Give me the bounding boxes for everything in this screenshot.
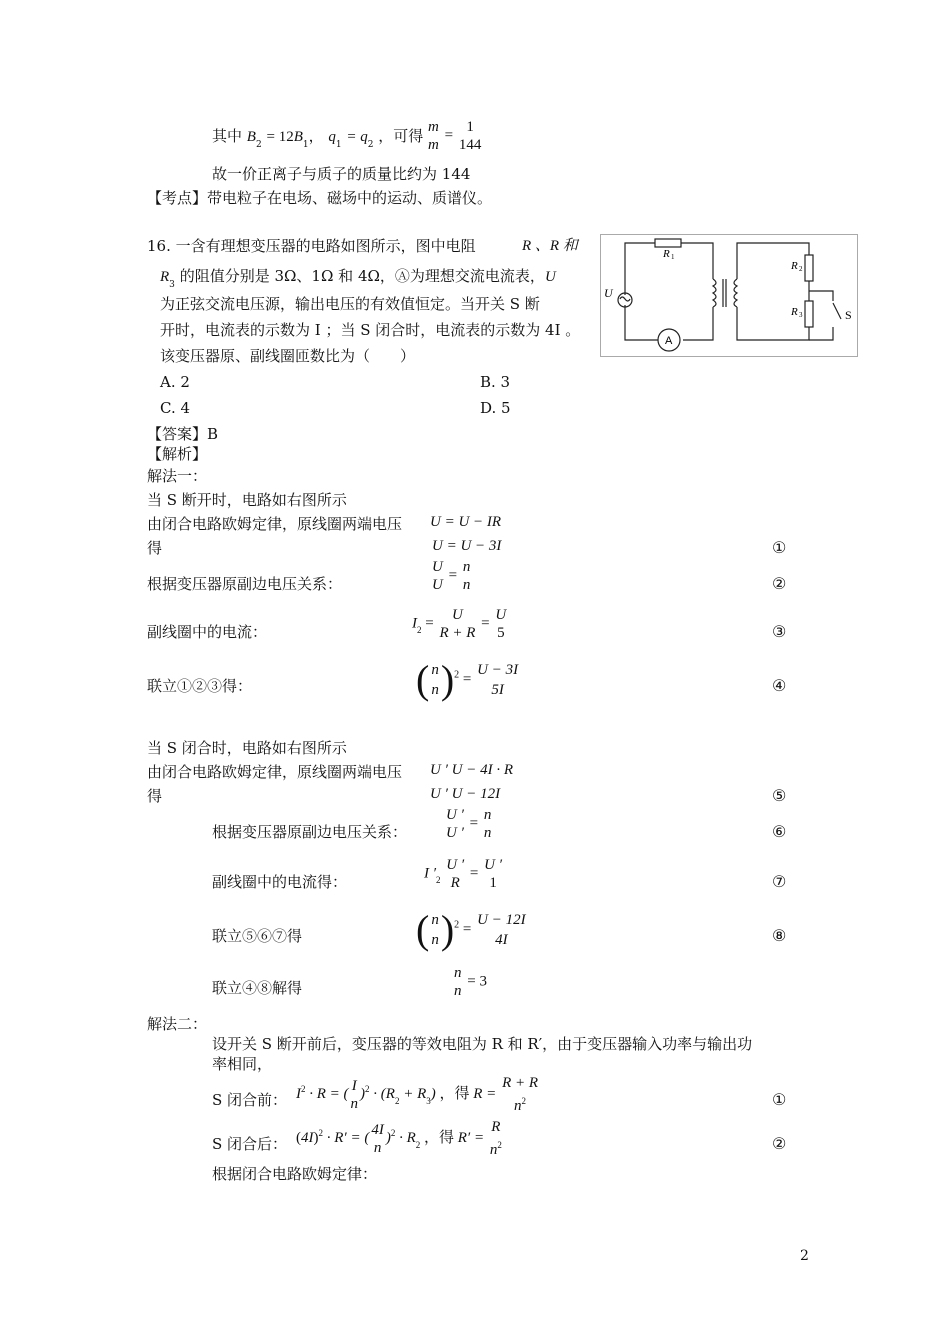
eq-5a: U ′ U − 4I · R xyxy=(430,762,513,778)
frac-den: n xyxy=(431,932,439,948)
eq-number-m2-2: ② xyxy=(772,1134,787,1153)
question-line-2 xyxy=(160,266,556,289)
option-c: C. 4 xyxy=(160,399,191,417)
eq-4 xyxy=(416,657,520,702)
eq-1b: U = U − 3I xyxy=(432,538,502,554)
frac xyxy=(475,660,520,700)
frac-num: 4I xyxy=(371,1121,384,1138)
eq: = xyxy=(448,567,458,584)
var: I xyxy=(412,615,417,632)
frac-den: 1 xyxy=(489,875,497,891)
frac xyxy=(500,1074,540,1115)
eq-q2: = q xyxy=(346,129,368,145)
frac-num: 1 xyxy=(466,119,474,135)
frac-num: n xyxy=(431,912,439,928)
frac-den: R xyxy=(450,875,460,891)
circuit-svg xyxy=(601,235,857,356)
text: ，得 xyxy=(423,1127,454,1146)
frac-num: U ′ xyxy=(446,857,465,873)
sup: 2 xyxy=(365,1083,370,1094)
intro-line-1: 其中 $B_2 = 12B_1$， $q_1 = q_2$ ，可得 xyxy=(212,127,424,150)
frac-num: R xyxy=(491,1119,501,1135)
eq-9 xyxy=(452,964,487,1000)
wire xyxy=(737,243,809,279)
eq-number-6: ⑥ xyxy=(772,822,787,841)
frac-num: U xyxy=(495,607,507,623)
frac xyxy=(488,1118,504,1159)
paren: ) xyxy=(440,907,455,952)
frac-num: R + R xyxy=(502,1075,539,1091)
frac xyxy=(457,118,484,154)
mass-fraction xyxy=(426,118,483,154)
sub: 2 xyxy=(394,1095,400,1106)
sub: 2 xyxy=(367,140,374,150)
label-u: U xyxy=(604,286,613,300)
var: B xyxy=(293,129,303,145)
question-line-3: 为正弦交流电压源，输出电压的有效值恒定。当开关 S 断 xyxy=(160,295,540,313)
paren: ( xyxy=(416,657,430,702)
var-b2: B xyxy=(246,129,256,145)
sub: 3 xyxy=(169,280,175,290)
var: R xyxy=(160,269,170,285)
primary-coil xyxy=(713,279,716,307)
paren: ) xyxy=(440,657,455,702)
frac xyxy=(349,1077,361,1113)
paren: ( xyxy=(416,907,430,952)
frac-den: n xyxy=(431,682,439,698)
current-2: 副线圈中的电流得： xyxy=(212,873,348,891)
wire xyxy=(681,243,713,279)
eq-1a: U = U − IR xyxy=(430,514,502,530)
frac-den: U ′ xyxy=(446,825,464,841)
frac-den: n xyxy=(462,577,471,593)
sub: 1 xyxy=(335,140,342,150)
paren: ( xyxy=(296,1129,301,1146)
eq: = xyxy=(469,865,479,882)
frac-den: U xyxy=(432,577,443,593)
eq-5b: U ′ U − 12I xyxy=(430,786,501,802)
sup: 2 xyxy=(390,1127,396,1138)
ratio-1: 根据变压器原副边电压关系： xyxy=(147,575,343,593)
wire xyxy=(809,291,833,301)
answer: 【答案】B xyxy=(147,425,219,443)
eq: = xyxy=(481,615,490,632)
frac-num: n xyxy=(431,662,439,678)
frac-den: 5 xyxy=(497,625,505,641)
question-line-4: 开时，电流表的示数为 I ；当 S 闭合时，电流表的示数为 4I 。 xyxy=(160,321,581,339)
frac xyxy=(437,606,477,642)
sine xyxy=(620,297,630,301)
eq-number-1: ① xyxy=(772,538,787,557)
frac-num: m xyxy=(428,119,439,135)
label-r3: R xyxy=(791,306,798,318)
frac xyxy=(430,558,445,594)
frac-den: m xyxy=(428,137,439,153)
eq-val: = 3 xyxy=(467,973,487,990)
frac xyxy=(493,606,508,642)
eq-7 xyxy=(424,856,504,892)
eq-number-3: ③ xyxy=(772,622,787,641)
frac-den: n xyxy=(373,1139,382,1156)
eq-number-7: ⑦ xyxy=(772,872,787,891)
method-1: 解法一： xyxy=(147,467,208,485)
ohm-1: 由闭合电路欧姆定律，原线圈两端电压 xyxy=(147,515,403,533)
frac-num: n xyxy=(462,559,471,575)
label-s: S xyxy=(845,308,852,322)
secondary-coil xyxy=(734,279,737,307)
sup: 2 xyxy=(301,1083,306,1094)
eq: R′ = xyxy=(457,1129,488,1146)
frac-den: n xyxy=(483,825,492,841)
eq: = xyxy=(444,127,454,144)
eq: = xyxy=(462,921,472,938)
de-2: 得 xyxy=(147,787,163,805)
frac-den: R + R xyxy=(439,625,476,641)
circuit-diagram xyxy=(600,234,858,357)
eq-6 xyxy=(444,806,493,842)
sub: 2 xyxy=(417,625,422,636)
switch-blade xyxy=(833,303,841,319)
var: I ′ xyxy=(424,865,437,882)
ohm-3: 根据闭合电路欧姆定律： xyxy=(212,1165,378,1183)
label-r3-sub: 3 xyxy=(799,311,803,319)
frac-num: n xyxy=(483,807,492,823)
label-r2-sub: 2 xyxy=(799,265,803,273)
eq: = xyxy=(469,815,479,832)
method-2-line-2: 率相同， xyxy=(212,1055,273,1073)
wire xyxy=(625,243,655,295)
frac-den: $n^2$ xyxy=(514,1096,527,1114)
frac-den: n xyxy=(454,983,462,999)
sub: 1 xyxy=(302,140,309,150)
frac-num: U − 3I xyxy=(477,662,519,678)
frac-den: 4I xyxy=(495,932,508,948)
frac xyxy=(426,118,441,154)
eq-number-2: ② xyxy=(772,574,787,593)
kaodian: 【考点】带电粒子在电场、磁场中的运动、质谱仪。 xyxy=(147,189,493,207)
text: 的阻值分别是 3Ω、1Ω 和 4Ω，Ⓐ为理想交流电流表， xyxy=(179,267,545,285)
eq: = xyxy=(425,615,434,632)
combine-3: 联立④⑧解得 xyxy=(212,979,303,997)
eq-m2-2: $(4I)^2 \cdot R'$ = ( 4I n )$^2 \cdot R_2$ ，得 R′ = R $n^2$ xyxy=(296,1119,502,1158)
frac-num: U xyxy=(452,607,463,623)
frac xyxy=(452,964,464,1000)
frac-num: U − 12I xyxy=(477,912,526,928)
label-r1-sub: 1 xyxy=(671,253,675,261)
frac xyxy=(429,910,441,950)
eq-text: = 12 xyxy=(266,129,294,145)
option-a: A. 2 xyxy=(160,373,190,391)
label-r1: R xyxy=(663,248,670,260)
eq-3 xyxy=(412,606,508,642)
jiexi: 【解析】 xyxy=(147,445,208,463)
combine-1: 联立①②③得： xyxy=(147,677,253,695)
wire xyxy=(683,307,713,340)
after: S 闭合后： xyxy=(212,1135,288,1153)
text: 其中 xyxy=(212,127,243,145)
text: ，得 xyxy=(439,1083,470,1102)
sup: 2 xyxy=(454,669,460,681)
option-d: D. 5 xyxy=(480,399,511,417)
current-1: 副线圈中的电流： xyxy=(147,623,268,641)
sub: 2 xyxy=(255,140,262,150)
frac-num: U xyxy=(432,559,443,575)
eq-number-5: ⑤ xyxy=(772,786,787,805)
option-b: B. 3 xyxy=(480,373,511,391)
question-line-1: 16. 一含有理想变压器的电路如图所示，图中电阻 xyxy=(147,237,476,255)
eq-2 xyxy=(430,558,472,594)
eq-number-m2-1: ① xyxy=(772,1090,787,1109)
var-u: U xyxy=(544,269,556,285)
frac xyxy=(475,910,527,950)
resistor-r2-shape xyxy=(805,255,813,281)
frac-num: n xyxy=(454,965,462,981)
paren: ) xyxy=(313,1129,319,1146)
sup: 2 xyxy=(454,919,460,931)
before: S 闭合前： xyxy=(212,1091,288,1109)
frac xyxy=(369,1121,386,1157)
frac xyxy=(444,856,466,892)
sub: 3 xyxy=(426,1095,431,1106)
label-a: A xyxy=(665,335,673,347)
wire xyxy=(809,327,833,340)
combine-2: 联立⑤⑥⑦得 xyxy=(212,927,303,945)
frac-den: n xyxy=(350,1095,359,1112)
sup: 2 xyxy=(318,1127,323,1138)
text: ，可得 xyxy=(378,127,424,145)
frac-num: U ′ xyxy=(484,857,502,873)
frac xyxy=(482,806,494,842)
eq-number-4: ④ xyxy=(772,676,787,695)
frac-num: U ′ xyxy=(446,807,464,823)
ratio-2: 根据变压器原副边电压关系： xyxy=(212,823,408,841)
sub: 2 xyxy=(415,1139,421,1150)
eq: R = xyxy=(473,1085,501,1102)
question-resistors: R 、R 和 xyxy=(522,238,578,254)
intro-line-2: 故一价正离子与质子的质量比约为 144 xyxy=(212,165,471,183)
frac xyxy=(444,806,466,842)
page-number: 2 xyxy=(800,1248,809,1264)
frac xyxy=(461,558,473,594)
wire xyxy=(625,305,658,340)
eq-m2-1: $I^2 \cdot R$ = ( I n )$^2 \cdot (R_2 + R_3)$ ，得 R = R + R $n^2$ xyxy=(296,1075,539,1114)
method-2-line-1: 设开关 S 断开前后，变压器的等效电阻为 R 和 R′，由于变压器输入功率与输出功 xyxy=(212,1035,753,1053)
method-2: 解法二： xyxy=(147,1015,208,1033)
sub: 2 xyxy=(436,875,441,886)
frac-num: I xyxy=(351,1077,357,1094)
question-line-5: 该变压器原、副线圈匝数比为（ ） xyxy=(160,347,416,365)
resistor-r3-shape xyxy=(805,301,813,327)
frac-den: $n^2$ xyxy=(489,1140,502,1158)
frac-den: 144 xyxy=(458,137,482,153)
frac-den: 5I xyxy=(491,682,504,698)
eq: = xyxy=(462,671,472,688)
eq-8 xyxy=(416,907,528,952)
frac xyxy=(482,856,504,892)
de-1: 得 xyxy=(147,539,163,557)
frac xyxy=(429,660,441,700)
resistor-r1-shape xyxy=(655,239,681,247)
s-open: 当 S 断开时，电路如右图所示 xyxy=(147,491,347,509)
eq-number-8: ⑧ xyxy=(772,926,787,945)
s-close: 当 S 闭合时，电路如右图所示 xyxy=(147,739,347,757)
var-q1: q xyxy=(328,129,336,145)
ohm-2: 由闭合电路欧姆定律，原线圈两端电压 xyxy=(147,763,403,781)
label-r2: R xyxy=(791,260,798,272)
